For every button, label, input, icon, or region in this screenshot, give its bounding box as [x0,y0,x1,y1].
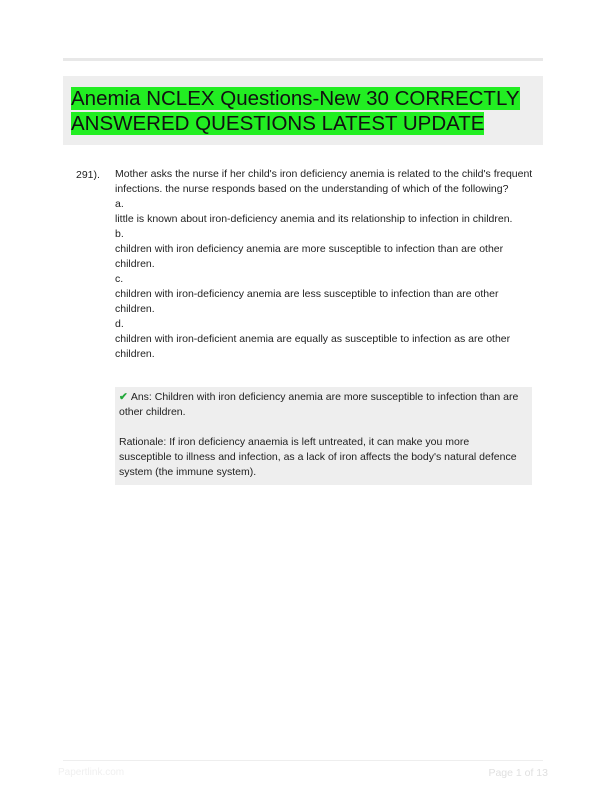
answer-text: Ans: Children with iron deficiency anemia are more susceptible to infection than are other children. [119,391,519,418]
option-letter-d: d. [115,318,124,330]
document-title: Anemia NCLEX Questions-New 30 CORRECTLY ANSWERED QUESTIONS LATEST UPDATE [71,87,520,135]
top-divider [63,58,543,61]
answer-spacer [119,420,522,435]
footer-divider [63,760,543,761]
option-text-c: children with iron-deficiency anemia are less susceptible to infection than are other children. [115,288,499,315]
answer-line [119,390,522,420]
option-text-a: little is known about iron-deficiency anemia and its relationship to infection in children. [115,213,513,225]
answer-box [115,387,532,485]
question-body [115,167,535,362]
option-letter-a: a. [115,198,124,210]
option-letter-c: c. [115,273,124,285]
question-stem: Mother asks the nurse if her child's iron deficiency anemia is related to the child's frequent infections. the nurse responds based on the understanding of which of the following? [115,168,533,195]
option-letter-b: b. [115,228,124,240]
option-text-d: children with iron-deficient anemia are equally as susceptible to infection as are other children. [115,333,511,360]
footer-watermark: Papertlink.com [58,767,125,778]
check-icon: ✔ [119,391,128,403]
rationale-text: Rationale: If iron deficiency anaemia is left untreated, it can make you more susceptible to illness and infection, as a lack of iron affects the body's natural defence system (the immune system). [119,436,517,478]
question-number: 291). [76,169,100,181]
page-number: Page 1 of 13 [488,767,548,779]
option-text-b: children with iron deficiency anemia are more susceptible to infection than are other children. [115,243,504,270]
